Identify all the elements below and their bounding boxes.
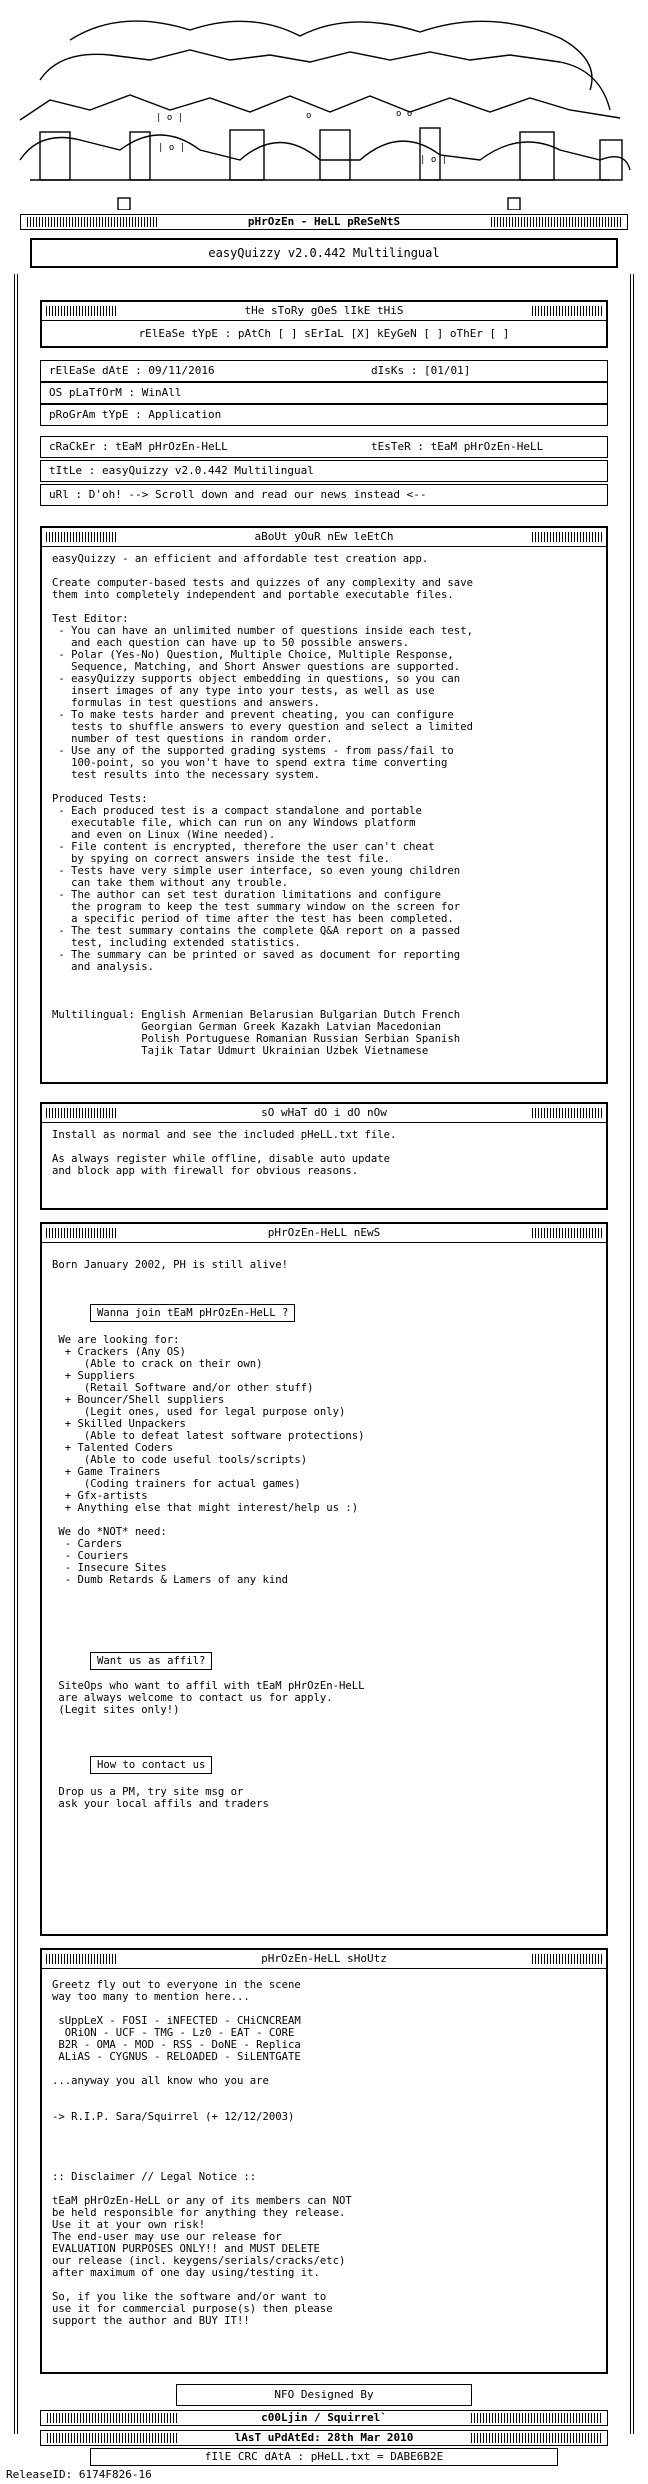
program-type-row: pRoGrAm tYpE : Application: [40, 404, 608, 426]
install-box: [40, 1102, 608, 1210]
os-row: OS pLaTfOrM : WinAll: [40, 382, 608, 404]
story-box: [40, 300, 608, 348]
crc-row: fIlE CRC dAtA : pHeLL.txt = DABE6B2E: [90, 2448, 558, 2466]
title-row: tItLe : easyQuizzy v2.0.442 Multilingual: [40, 460, 608, 482]
install-text: Install as normal and see the included pHeLL.txt file. As always register while offline, disable auto update and block app with firewall for obvious reasons.: [52, 1129, 397, 1177]
updated-bar: lAsT uPdAtEd: 28th Mar 2010: [40, 2430, 608, 2446]
release-date-row: rElEaSe dAtE : 09/11/2016 dIsKs : [01/01]: [40, 360, 608, 382]
url-row: uRl : D'oh! --> Scroll down and read our news instead <--: [40, 484, 608, 506]
page-title: [30, 238, 618, 268]
looking-text: We are looking for: + Crackers (Any OS) (Able to crack on their own) + Suppliers (Retail Software and/or other stuff) + Bouncer/Shell suppliers (Legit ones, used for legal purpose only) + Skilled Unpackers (Able to defeat latest software protections) + Talented Coders (Able to code useful tools/scripts) + Game Trainers (Coding trainers for actual games) + Gfx-artists + Anything else that might interest/help us :) We do *NOT* need: - Carders - Couriers - Insecure Sites - Dumb Retards & Lamers of any kind: [58, 1334, 365, 1586]
news-box: [40, 1222, 608, 1936]
title-text: easyQuizzy v2.0.442 Multilingual: [208, 246, 440, 260]
story-head: tHe sToRy gOeS lIkE tHiS: [42, 302, 606, 321]
about-head: aBoUt yOuR nEw leEtCh: [42, 528, 606, 547]
svg-text:| o |: | o |: [156, 113, 184, 123]
join-button[interactable]: Wanna join tEaM pHrOzEn-HeLL ?: [90, 1304, 295, 1322]
about-text: easyQuizzy - an efficient and affordable test creation app. Create computer-based tests and quizzes of any complexity and save them into completely independent and portable executable files. Test Editor: - You can have an unlimited number of questions inside each test, and each question can have up to 50 possible answers. - Polar (Yes-No) Question, Multiple Choice, Multiple Response, Sequence, Matching, and Short Answer questions are supported. - easyQuizzy supports object embedding in questions, so you can insert images of any type into your tests, as well as use formulas in test questions and answers. - To make tests harder and prevent cheating, you can configure tests to shuffle answers to every question and select a limited number of test questions in random order. - Use any of the supported grading systems - from pass/fail to 100-point, so you won't have to spend extra time converting test results into the necessary system. Produced Tests: - Each produced test is a compact standalone and portable executable file, which can run on any Windows platform and even on Linux (Wine needed). - File content is encrypted, therefore the user can't cheat by spying on correct answers inside the test file. - Tests have very simple user interface, so even young children can take them without any trouble. - The author can set test duration limitations and configure the program to keep the test summary window on the screen for a specific period of time after the test has been completed. - The test summary contains the complete Q&A report on a passed test, including extended statistics. - The summary can be printed or saved as document for reporting and analysis. Multilingual: English Armenian Belarusian Bulgarian Dutch French Georgian German Greek Kazakh Latvian Macedonian Polish Portuguese Romanian Russian Serbian Spanish Tajik Tatar Udmurt Ukrainian Uzbek Vietnamese: [52, 553, 473, 1057]
phrozen-hell-logo: [0, 0, 648, 210]
svg-text:| o |: | o |: [420, 155, 448, 165]
release-id: ReleaseID: 6174F826-16: [6, 2468, 152, 2481]
designer-bar: c00Ljin / Squirrel`: [40, 2410, 608, 2426]
news-born: Born January 2002, PH is still alive!: [52, 1259, 288, 1271]
about-box: [40, 526, 608, 1084]
contact-text: Drop us a PM, try site msg or ask your local affils and traders: [58, 1786, 269, 1810]
nfo-designed: NFO Designed By: [176, 2384, 472, 2406]
news-head: pHrOzEn-HeLL nEwS: [42, 1224, 606, 1243]
install-head: sO wHaT dO i dO nOw: [42, 1104, 606, 1123]
affil-text: SiteOps who want to affil with tEaM pHrOzEn-HeLL are always welcome to contact us for apply. (Legit sites only!): [58, 1680, 365, 1716]
contact-button[interactable]: How to contact us: [90, 1756, 212, 1774]
shoutz-box: [40, 1948, 608, 2374]
svg-text:o: o: [306, 111, 312, 121]
svg-text:o o: o o: [396, 109, 413, 119]
cracker-row: cRaCkEr : tEaM pHrOzEn-HeLL tEsTeR : tEaM pHrOzEn-HeLL: [40, 436, 608, 458]
svg-text:| o |: | o |: [158, 143, 186, 153]
release-type: rElEaSe tYpE : pAtCh [ ] sErIaL [X] kEyGeN [ ] oThEr [ ]: [138, 327, 510, 340]
shoutz-text: Greetz fly out to everyone in the scene way too many to mention here... sUppLeX - FOSI - iNFECTED - CHiCNCREAM ORiON - UCF - TMG - Lz0 - EAT - CORE B2R - OMA - MOD - RSS - DoNE - Replica ALiAS - CYGNUS - RELOADED - SiLENTGATE ...anyway you all know who you are -> R.I.P. Sara/Squirrel (+ 12/12/2003) :: Disclaimer // Legal Notice :: tEaM pHrOzEn-HeLL or any of its members can NOT be held responsible for anything they release. Use it at your own risk! The end-user may use our release for EVALUATION PURPOSES ONLY!! and MUST DELETE our release (incl. keygens/serials/cracks/etc) after maximum of one day using/testing it. So, if you like the software and/or want to use it for commercial purpose(s) then please support the author and BUY IT!!: [52, 1979, 352, 2327]
release-bar: pHrOzEn - HeLL pReSeNtS: [20, 214, 628, 230]
affil-button[interactable]: Want us as affil?: [90, 1652, 212, 1670]
shoutz-head: pHrOzEn-HeLL sHoUtz: [42, 1950, 606, 1969]
